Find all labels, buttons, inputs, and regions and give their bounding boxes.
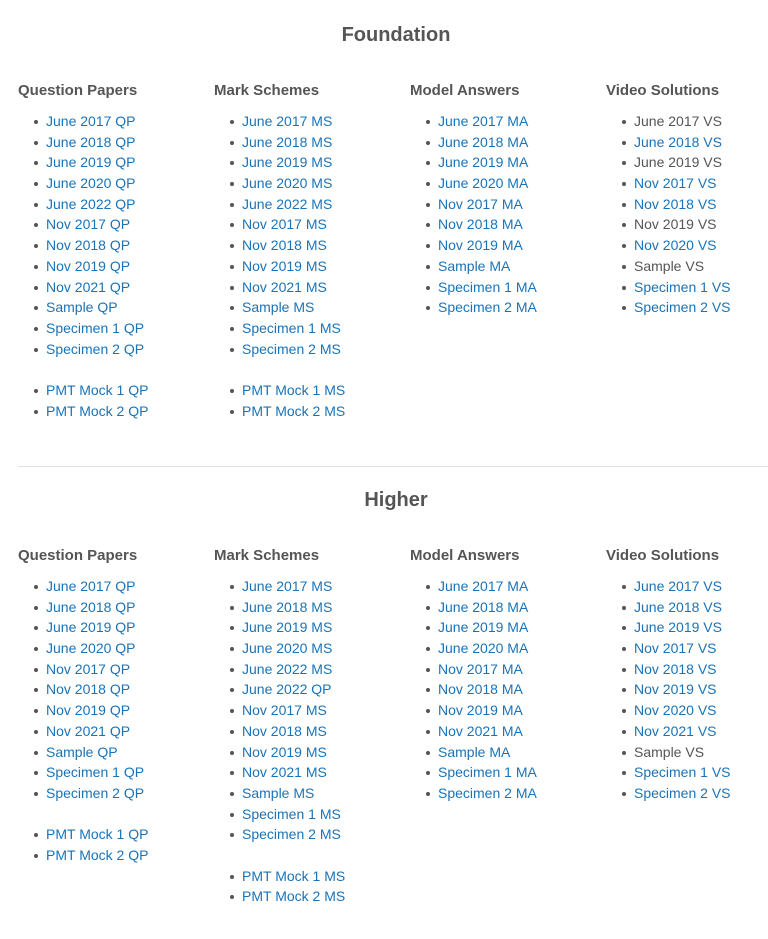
paper-link[interactable]: Nov 2019 MS xyxy=(242,743,327,760)
paper-link[interactable]: Specimen 2 MA xyxy=(438,299,537,316)
list-item xyxy=(606,597,731,618)
list-item xyxy=(214,700,345,721)
list-item xyxy=(18,721,148,742)
list-item xyxy=(606,152,731,173)
list-item xyxy=(606,235,731,256)
list-item xyxy=(214,401,345,422)
list-item xyxy=(410,297,537,318)
list-item xyxy=(606,173,731,194)
paper-link[interactable]: June 2018 MS xyxy=(242,133,333,150)
paper-link[interactable]: June 2019 MS xyxy=(242,619,333,636)
video-solutions-column xyxy=(606,82,768,316)
paper-link[interactable]: PMT Mock 1 MS xyxy=(242,381,346,398)
paper-link[interactable]: June 2022 QP xyxy=(242,681,332,698)
list-item xyxy=(18,339,148,360)
paper-link[interactable]: Specimen 1 VS xyxy=(634,278,731,295)
paper-link[interactable]: June 2018 VS xyxy=(634,598,722,615)
paper-link[interactable]: June 2018 VS xyxy=(634,133,722,150)
paper-link[interactable]: Nov 2017 QP xyxy=(46,216,131,233)
list-item xyxy=(410,214,537,235)
list-item xyxy=(18,297,148,318)
list-item xyxy=(214,886,345,907)
list-item xyxy=(410,152,537,173)
paper-link[interactable]: Nov 2019 VS xyxy=(634,681,717,698)
paper-link[interactable]: June 2019 QP xyxy=(46,154,136,171)
link-list xyxy=(410,576,537,804)
list-item xyxy=(410,235,537,256)
column-heading: Video Solutions xyxy=(606,547,720,564)
list-item xyxy=(410,762,537,783)
list-item xyxy=(410,742,537,763)
list-item xyxy=(606,111,731,132)
list-item xyxy=(606,762,731,783)
paper-link[interactable]: June 2018 MA xyxy=(438,598,529,615)
paper-link[interactable]: June 2017 MS xyxy=(242,578,333,594)
list-item xyxy=(214,318,345,339)
list-item xyxy=(214,380,345,401)
paper-link[interactable]: PMT Mock 2 QP xyxy=(46,402,149,419)
section-title: Foundation xyxy=(341,24,451,46)
list-item xyxy=(18,659,148,680)
paper-link[interactable]: June 2020 MA xyxy=(438,175,529,192)
list-item xyxy=(214,194,345,215)
list-spacer xyxy=(214,359,345,380)
list-item xyxy=(214,256,345,277)
paper-link[interactable]: Nov 2018 MA xyxy=(438,216,523,233)
paper-link[interactable]: Specimen 2 MS xyxy=(242,340,341,357)
list-item xyxy=(18,194,148,215)
paper-link[interactable]: June 2017 QP xyxy=(46,113,136,129)
list-item xyxy=(214,597,345,618)
column-heading: Question Papers xyxy=(18,547,138,564)
paper-link[interactable]: June 2019 MS xyxy=(242,154,333,171)
paper-link[interactable]: Specimen 2 QP xyxy=(46,340,145,357)
paper-link[interactable]: Nov 2017 MA xyxy=(438,195,523,212)
paper-link[interactable]: June 2018 QP xyxy=(46,133,136,150)
list-item xyxy=(410,173,537,194)
list-item xyxy=(410,700,537,721)
section-divider xyxy=(18,466,768,467)
paper-link[interactable]: June 2018 QP xyxy=(46,598,136,615)
list-item xyxy=(410,679,537,700)
paper-link[interactable]: PMT Mock 2 MS xyxy=(242,888,346,905)
list-item xyxy=(214,111,345,132)
paper-link[interactable]: Nov 2018 VS xyxy=(634,195,717,212)
list-item xyxy=(18,132,148,153)
paper-link[interactable]: Sample MA xyxy=(438,257,511,274)
list-item xyxy=(606,194,731,215)
link-list xyxy=(18,111,148,421)
list-item xyxy=(214,783,345,804)
list-item xyxy=(410,638,537,659)
list-item xyxy=(606,256,731,277)
list-item xyxy=(410,783,537,804)
paper-link[interactable]: June 2019 VS xyxy=(634,619,722,636)
paper-link[interactable]: PMT Mock 2 MS xyxy=(242,402,346,419)
paper-link[interactable]: June 2020 QP xyxy=(46,175,136,192)
paper-label: June 2019 VS xyxy=(634,154,722,171)
column-heading: Model Answers xyxy=(410,547,520,564)
paper-link[interactable]: June 2020 MS xyxy=(242,640,333,657)
list-item xyxy=(214,638,345,659)
list-item xyxy=(214,297,345,318)
list-item xyxy=(410,256,537,277)
paper-link[interactable]: Sample MS xyxy=(242,784,315,801)
list-item xyxy=(18,401,148,422)
paper-link[interactable]: Sample MS xyxy=(242,299,315,316)
list-item xyxy=(606,576,731,597)
paper-link[interactable]: June 2019 QP xyxy=(46,619,136,636)
video-solutions-column xyxy=(606,547,768,801)
list-item xyxy=(214,277,345,298)
paper-link[interactable]: June 2017 MS xyxy=(242,113,333,129)
list-item xyxy=(18,380,148,401)
list-item xyxy=(606,132,731,153)
link-list xyxy=(606,111,731,318)
list-item xyxy=(18,277,148,298)
paper-link[interactable]: June 2022 MS xyxy=(242,660,333,677)
paper-link[interactable]: June 2018 MS xyxy=(242,598,333,615)
paper-label: Nov 2019 VS xyxy=(634,216,717,233)
link-list xyxy=(18,576,148,866)
paper-link[interactable]: Nov 2020 VS xyxy=(634,237,717,254)
paper-link[interactable]: June 2020 MA xyxy=(438,640,529,657)
mark-schemes-column xyxy=(214,82,404,419)
column-heading: Question Papers xyxy=(18,82,138,99)
paper-link[interactable]: Nov 2018 VS xyxy=(634,660,717,677)
paper-link[interactable]: Nov 2018 MS xyxy=(242,722,327,739)
paper-link[interactable]: Nov 2021 QP xyxy=(46,722,131,739)
column-heading: Mark Schemes xyxy=(214,547,320,564)
list-item xyxy=(410,576,537,597)
list-item xyxy=(18,638,148,659)
model-answers-column xyxy=(410,82,600,316)
paper-link[interactable]: June 2019 MA xyxy=(438,619,529,636)
list-item xyxy=(214,804,345,825)
paper-link[interactable]: Specimen 2 MA xyxy=(438,784,537,801)
paper-link[interactable]: PMT Mock 1 QP xyxy=(46,826,149,843)
column-heading: Model Answers xyxy=(410,82,520,99)
paper-link[interactable]: Nov 2018 MA xyxy=(438,681,523,698)
paper-link[interactable]: Nov 2019 QP xyxy=(46,702,131,719)
list-item xyxy=(410,111,537,132)
paper-link[interactable]: Specimen 1 MS xyxy=(242,805,341,822)
paper-link[interactable]: PMT Mock 2 QP xyxy=(46,846,149,863)
list-spacer xyxy=(214,845,345,866)
paper-link[interactable]: June 2017 MA xyxy=(438,578,529,594)
list-item xyxy=(214,214,345,235)
section-title: Higher xyxy=(364,489,428,511)
question-papers-column xyxy=(18,82,208,419)
paper-link[interactable]: Specimen 1 QP xyxy=(46,319,145,336)
list-item xyxy=(214,235,345,256)
paper-link[interactable]: Specimen 1 MA xyxy=(438,764,537,781)
paper-link[interactable]: Nov 2018 MS xyxy=(242,237,327,254)
list-item xyxy=(18,762,148,783)
list-item xyxy=(606,783,731,804)
paper-link[interactable]: June 2022 MS xyxy=(242,195,333,212)
link-list xyxy=(606,576,731,804)
link-list xyxy=(214,576,345,907)
list-item xyxy=(606,277,731,298)
list-item xyxy=(214,679,345,700)
list-item xyxy=(18,576,148,597)
paper-link[interactable]: June 2017 QP xyxy=(46,578,136,594)
list-item xyxy=(606,297,731,318)
list-item xyxy=(606,617,731,638)
paper-link[interactable]: Specimen 1 MA xyxy=(438,278,537,295)
paper-link[interactable]: Specimen 1 QP xyxy=(46,764,145,781)
list-item xyxy=(18,214,148,235)
paper-link[interactable]: June 2020 QP xyxy=(46,640,136,657)
paper-link[interactable]: June 2020 MS xyxy=(242,175,333,192)
list-item xyxy=(214,576,345,597)
paper-link[interactable]: PMT Mock 1 MS xyxy=(242,867,346,884)
list-item xyxy=(410,132,537,153)
list-item xyxy=(18,235,148,256)
paper-link[interactable]: Nov 2021 QP xyxy=(46,278,131,295)
list-item xyxy=(214,152,345,173)
link-list xyxy=(410,111,537,318)
list-item xyxy=(18,152,148,173)
list-item xyxy=(18,256,148,277)
paper-link[interactable]: Nov 2019 MA xyxy=(438,702,523,719)
list-item xyxy=(18,845,148,866)
paper-label: Sample VS xyxy=(634,257,705,274)
list-item xyxy=(410,721,537,742)
paper-link[interactable]: Nov 2017 VS xyxy=(634,640,717,657)
paper-link[interactable]: PMT Mock 1 QP xyxy=(46,381,149,398)
list-item xyxy=(18,617,148,638)
list-item xyxy=(18,111,148,132)
paper-link[interactable]: June 2022 QP xyxy=(46,195,136,212)
paper-label: Sample VS xyxy=(634,743,705,760)
list-item xyxy=(214,132,345,153)
paper-link[interactable]: Nov 2019 QP xyxy=(46,257,131,274)
column-heading: Mark Schemes xyxy=(214,82,320,99)
list-item xyxy=(18,318,148,339)
list-item xyxy=(410,194,537,215)
paper-link[interactable]: Nov 2018 QP xyxy=(46,237,131,254)
paper-link[interactable]: Specimen 2 MS xyxy=(242,826,341,843)
list-item xyxy=(214,721,345,742)
link-list xyxy=(214,111,345,421)
paper-link[interactable]: Nov 2017 VS xyxy=(634,175,717,192)
paper-link[interactable]: June 2017 MA xyxy=(438,113,529,129)
paper-link[interactable]: Sample MA xyxy=(438,743,511,760)
list-item xyxy=(214,617,345,638)
list-item xyxy=(214,762,345,783)
question-papers-column xyxy=(18,547,208,863)
list-item xyxy=(410,277,537,298)
paper-link[interactable]: Nov 2021 MS xyxy=(242,764,327,781)
list-item xyxy=(214,824,345,845)
mark-schemes-column xyxy=(214,547,404,905)
paper-link[interactable]: Sample QP xyxy=(46,743,118,760)
paper-link[interactable]: Nov 2021 VS xyxy=(634,722,717,739)
list-spacer xyxy=(18,804,148,825)
list-item xyxy=(18,173,148,194)
list-item xyxy=(214,742,345,763)
list-item xyxy=(18,783,148,804)
paper-link[interactable]: Nov 2020 VS xyxy=(634,702,717,719)
paper-link[interactable]: Sample QP xyxy=(46,299,118,316)
paper-link[interactable]: Nov 2017 QP xyxy=(46,660,131,677)
list-item xyxy=(214,866,345,887)
list-item xyxy=(410,617,537,638)
paper-link[interactable]: Nov 2017 MA xyxy=(438,660,523,677)
paper-link[interactable]: Specimen 2 VS xyxy=(634,784,731,801)
list-item xyxy=(18,679,148,700)
paper-link[interactable]: Specimen 1 VS xyxy=(634,764,731,781)
list-item xyxy=(214,173,345,194)
paper-link[interactable]: Specimen 1 MS xyxy=(242,319,341,336)
paper-link[interactable]: Specimen 2 QP xyxy=(46,784,145,801)
paper-link[interactable]: June 2018 MA xyxy=(438,133,529,150)
list-spacer xyxy=(18,359,148,380)
list-item xyxy=(606,679,731,700)
paper-link[interactable]: June 2019 MA xyxy=(438,154,529,171)
list-item xyxy=(214,339,345,360)
paper-link[interactable]: Nov 2017 MS xyxy=(242,702,327,719)
list-item xyxy=(606,721,731,742)
paper-link[interactable]: Nov 2017 MS xyxy=(242,216,327,233)
paper-link[interactable]: Nov 2021 MS xyxy=(242,278,327,295)
list-item xyxy=(606,214,731,235)
list-item xyxy=(606,742,731,763)
paper-link[interactable]: Nov 2019 MA xyxy=(438,237,523,254)
paper-link[interactable]: Nov 2021 MA xyxy=(438,722,523,739)
list-item xyxy=(214,659,345,680)
list-item xyxy=(18,597,148,618)
model-answers-column xyxy=(410,547,600,801)
list-item xyxy=(410,659,537,680)
paper-link[interactable]: June 2017 VS xyxy=(634,578,722,594)
list-item xyxy=(18,742,148,763)
paper-link[interactable]: Specimen 2 VS xyxy=(634,299,731,316)
paper-label: June 2017 VS xyxy=(634,113,722,129)
list-item xyxy=(606,638,731,659)
list-item xyxy=(18,700,148,721)
list-item xyxy=(606,700,731,721)
paper-link[interactable]: Nov 2018 QP xyxy=(46,681,131,698)
paper-link[interactable]: Nov 2019 MS xyxy=(242,257,327,274)
column-heading: Video Solutions xyxy=(606,82,720,99)
list-item xyxy=(410,597,537,618)
list-item xyxy=(18,824,148,845)
list-item xyxy=(606,659,731,680)
